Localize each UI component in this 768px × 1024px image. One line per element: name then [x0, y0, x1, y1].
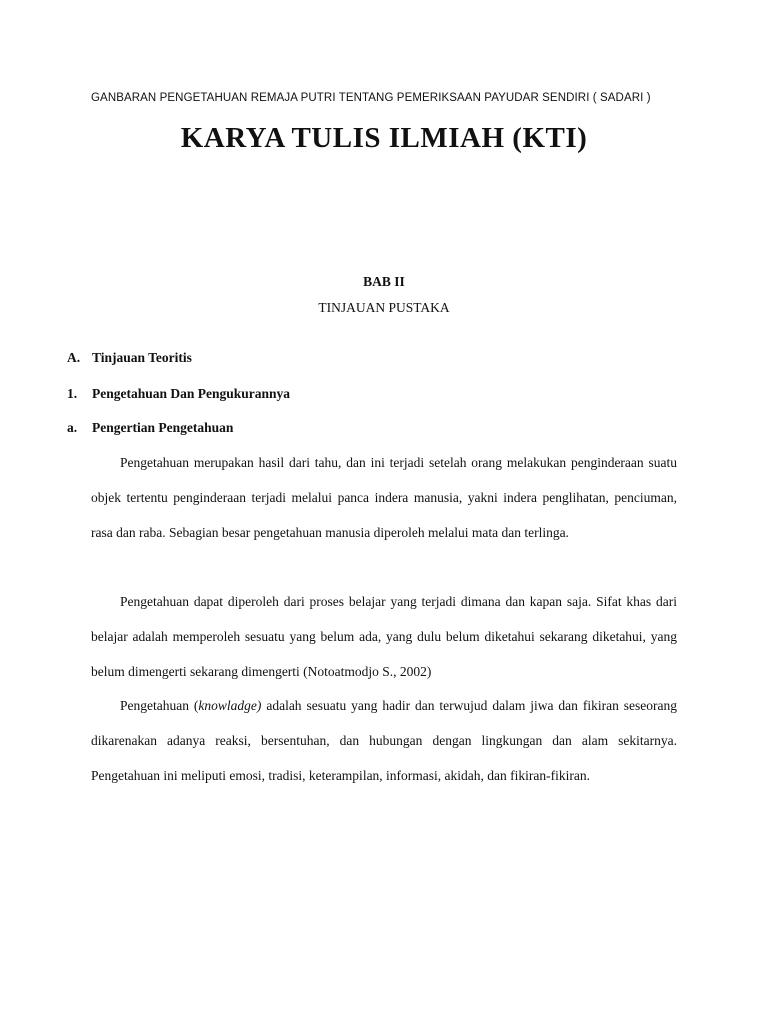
chapter-number: BAB II [363, 274, 405, 289]
heading-marker: a. [67, 420, 78, 435]
heading-pengertian-pengetahuan [67, 420, 233, 436]
chapter-title: TINJAUAN PUSTAKA [318, 300, 450, 315]
heading-tinjauan-teoritis [67, 350, 192, 366]
heading-text: Pengertian Pengetahuan [92, 420, 234, 435]
document-header-line: GANBARAN PENGETAHUAN REMAJA PUTRI TENTANG PEMERIKSAAN PAYUDAR SENDIRI ( SADARI ) [91, 92, 651, 104]
paragraph-3-italic-term: knowladge) [198, 698, 262, 713]
heading-marker: 1. [67, 386, 78, 401]
document-title: KARYA TULIS ILMIAH (KTI) [180, 122, 588, 154]
paragraph-3-rest: adalah sesuatu yang hadir dan terwujud dalam jiwa dan fikiran seseorang dikarenakan adanya reaksi, bersentuhan, dan hubungan dengan lingkungan dan alam sekitarnya. Pengetahuan ini meliputi emosi, tradisi, keterampilan, informasi, akidah, dan fikiran-fikiran. [91, 698, 677, 783]
heading-marker: A. [67, 350, 81, 365]
heading-text: Tinjauan Teoritis [92, 350, 192, 365]
paragraph-3 [91, 688, 677, 793]
paragraph-3-start: Pengetahuan ( [120, 698, 199, 713]
paragraph-2: Pengetahuan dapat diperoleh dari proses belajar yang terjadi dimana dan kapan saja. Sifat khas dari belajar adalah memperoleh sesuatu yang belum ada, yang dulu belum diketahui sekarang diketahui, yang belum dimengerti sekarang dimengerti (Notoatmodjo S., 2002) [91, 594, 677, 679]
heading-text: Pengetahuan Dan Pengukurannya [92, 386, 291, 401]
heading-pengetahuan-dan-pengukurannya [67, 386, 290, 402]
paragraph-1: Pengetahuan merupakan hasil dari tahu, dan ini terjadi setelah orang melakukan penginderaan suatu objek tertentu penginderaan terjadi melalui panca indera manusia, yakni indera penglihatan, penciuman, rasa dan raba. Sebagian besar pengetahuan manusia diperoleh melalui mata dan terlinga. [91, 455, 677, 540]
